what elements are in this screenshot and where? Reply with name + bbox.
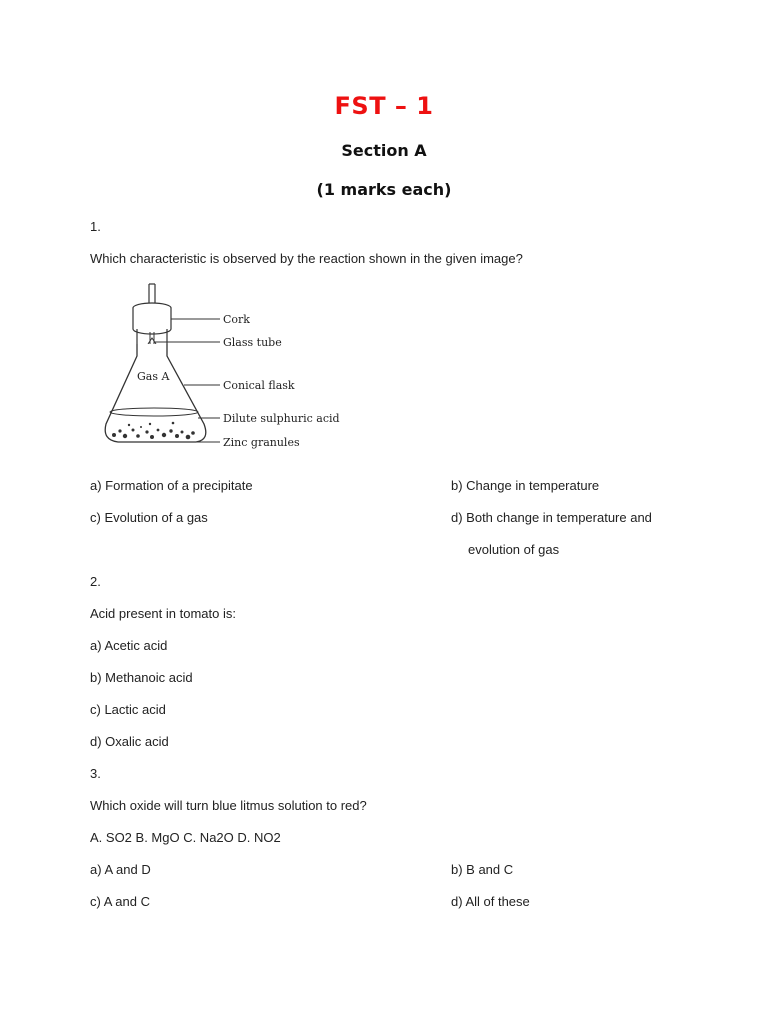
label-cork: Cork [223,313,250,326]
q2-option-b: b) Methanoic acid [90,670,193,685]
q2-option-a: a) Acetic acid [90,638,168,653]
q3-option-d: d) All of these [451,894,530,909]
q3-choices: A. SO2 B. MgO C. Na2O D. NO2 [90,830,281,845]
q3-number: 3. [90,766,101,781]
gas-arrow [148,338,156,344]
q1-option-d: d) Both change in temperature and [451,510,652,525]
q3-question: Which oxide will turn blue litmus solution to red? [90,798,367,813]
q3-option-b: b) B and C [451,862,514,877]
q3-option-a: a) A and D [90,862,151,877]
q2-question: Acid present in tomato is: [90,606,236,621]
q3-option-c: c) A and C [90,894,150,909]
cork-body [133,308,171,334]
label-gas-a: Gas A [137,370,170,383]
q1-option-c: c) Evolution of a gas [90,510,208,525]
q1-option-a: a) Formation of a precipitate [90,478,253,493]
q2-number: 2. [90,574,101,589]
marks-note: (1 marks each) [316,180,452,199]
q2-option-d: d) Oxalic acid [90,734,169,749]
label-zinc-granules: Zinc granules [223,436,300,449]
q1-option-d-continued: evolution of gas [468,542,560,557]
label-dilute-acid: Dilute sulphuric acid [223,412,340,425]
label-glass-tube: Glass tube [223,336,282,349]
section-heading: Section A [341,141,427,160]
page-title: FST – 1 [334,92,434,120]
label-conical-flask: Conical flask [223,379,295,392]
flask-body [105,344,206,442]
q1-number: 1. [90,219,101,234]
q1-question: Which characteristic is observed by the reaction shown in the given image? [90,251,523,266]
flask-svg [92,282,342,462]
conical-flask-diagram [92,282,342,462]
q2-option-c: c) Lactic acid [90,702,166,717]
q1-option-b: b) Change in temperature [451,478,600,493]
